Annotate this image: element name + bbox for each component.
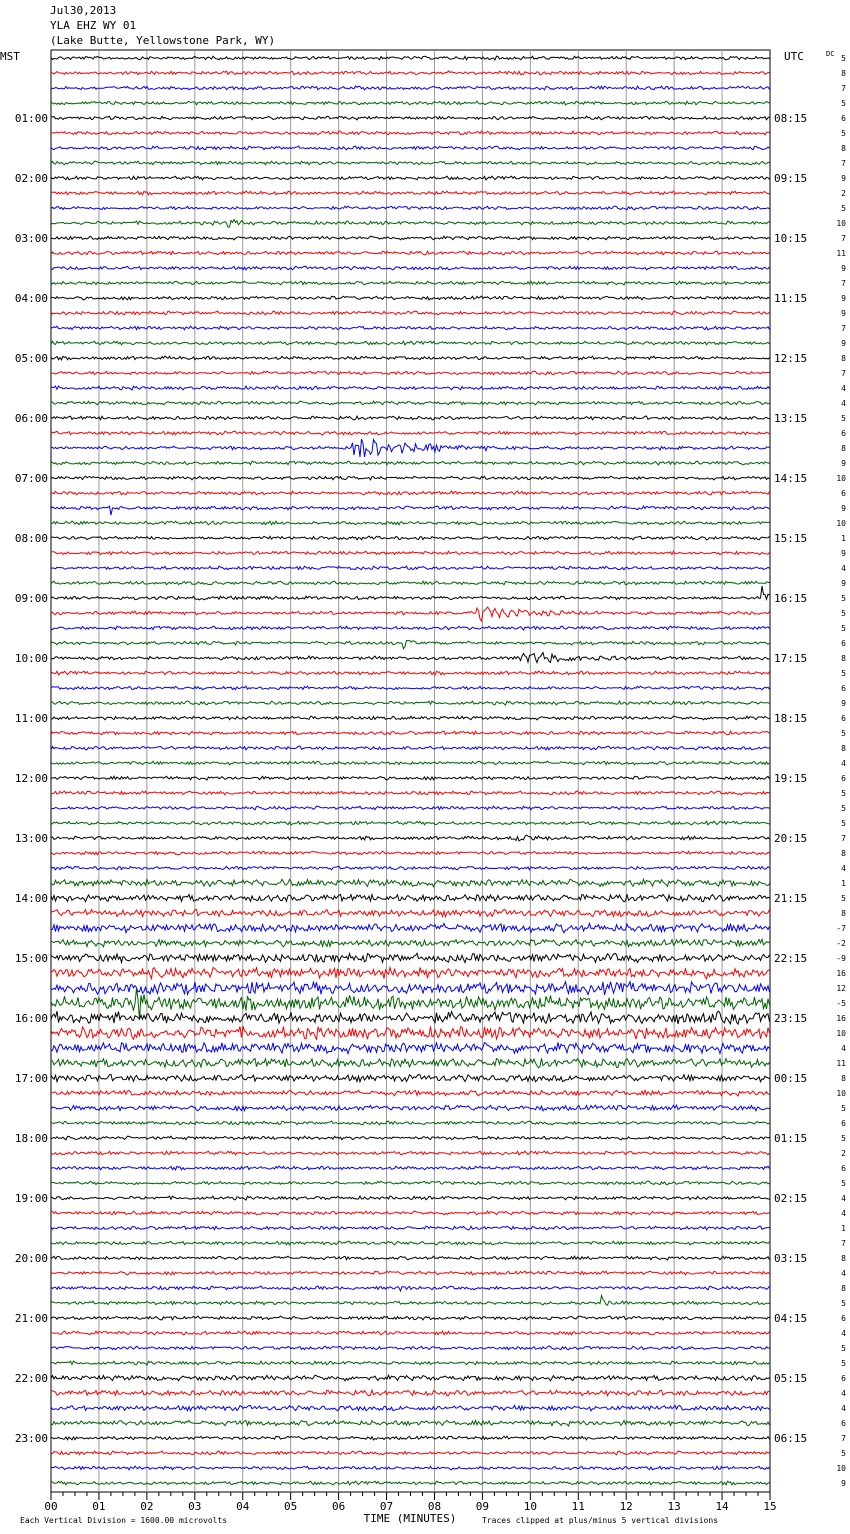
dc-offset-label: 5 [841, 414, 846, 423]
mst-hour-label: 21:00 [14, 1312, 48, 1325]
trace-row [51, 716, 770, 720]
mst-hour-label: 03:00 [14, 232, 48, 245]
trace-row [51, 626, 770, 630]
mst-hour-label: 15:00 [14, 952, 48, 965]
x-tick-label: 01 [92, 1500, 106, 1513]
dc-offset-label: 7 [841, 234, 846, 243]
dc-offset-label: 7 [841, 324, 846, 333]
trace-row [51, 1105, 770, 1111]
dc-offset-label: 9 [841, 504, 846, 513]
trace-row [51, 491, 770, 495]
dc-offset-label: 1 [841, 879, 846, 888]
mst-hour-label: 05:00 [14, 352, 48, 365]
trace-row [51, 146, 770, 150]
dc-offset-label: 9 [841, 459, 846, 468]
trace-row [51, 1316, 770, 1320]
dc-offset-label: 9 [841, 174, 846, 183]
x-tick-label: 04 [236, 1500, 250, 1513]
mst-hour-label: 10:00 [14, 652, 48, 665]
dc-axis-label: DC [826, 50, 835, 58]
trace-row [51, 476, 770, 480]
x-tick-label: 09 [475, 1500, 490, 1513]
utc-axis-label: UTC [784, 50, 804, 63]
dc-offset-label: 10 [836, 474, 846, 483]
trace-row [51, 1026, 770, 1040]
x-tick-label: 12 [619, 1500, 633, 1513]
x-tick-label: 10 [523, 1500, 537, 1513]
dc-offset-label: 10 [836, 519, 846, 528]
trace-row [51, 776, 770, 780]
dc-offset-label: 5 [841, 669, 846, 678]
dc-offset-label: 8 [841, 909, 846, 918]
trace-row [51, 1241, 770, 1245]
dc-offset-label: 6 [841, 639, 846, 648]
dc-offset-label: 4 [841, 1269, 846, 1278]
dc-offset-label: 9 [841, 294, 846, 303]
dc-offset-label: 5 [841, 129, 846, 138]
mst-hour-label: 13:00 [14, 832, 48, 845]
dc-offset-label: 7 [841, 1434, 846, 1443]
trace-row [51, 686, 770, 690]
trace-row [51, 910, 770, 917]
dc-offset-label: 5 [841, 204, 846, 213]
trace-row [51, 566, 770, 570]
trace-row [51, 161, 770, 165]
trace-row [51, 746, 770, 750]
dc-offset-label: 9 [841, 309, 846, 318]
dc-offset-label: 5 [841, 729, 846, 738]
trace-row [51, 791, 770, 795]
trace-row [51, 1136, 770, 1140]
trace-row [51, 581, 770, 585]
mst-hour-label: 12:00 [14, 772, 48, 785]
dc-offset-label: 7 [841, 159, 846, 168]
trace-row [51, 506, 770, 515]
mst-hour-label: 08:00 [14, 532, 48, 545]
utc-hour-label: 00:15 [774, 1072, 808, 1085]
trace-row [51, 1466, 770, 1470]
dc-offset-label: 9 [841, 1479, 846, 1488]
trace-row [51, 311, 770, 315]
utc-hour-label: 08:15 [774, 112, 808, 125]
dc-offset-label: 5 [841, 789, 846, 798]
dc-offset-label: 8 [841, 1284, 846, 1293]
trace-row [51, 1211, 770, 1215]
dc-offset-label: 6 [841, 429, 846, 438]
trace-row [51, 176, 770, 180]
dc-offset-label: 8 [841, 444, 846, 453]
trace-row [51, 236, 770, 240]
trace-row [51, 1090, 770, 1096]
station-location: (Lake Butte, Yellowstone Park, WY) [50, 34, 276, 47]
dc-offset-label: 16 [836, 1014, 846, 1023]
trace-row [51, 101, 770, 105]
dc-offset-label: 10 [836, 219, 846, 228]
trace-row [51, 1011, 770, 1024]
utc-hour-label: 12:15 [774, 352, 808, 365]
dc-offset-label: 5 [841, 1104, 846, 1113]
trace-row [51, 1451, 770, 1455]
dc-offset-label: 9 [841, 339, 846, 348]
utc-hour-label: 13:15 [774, 412, 808, 425]
trace-row [51, 71, 770, 75]
dc-offset-label: 6 [841, 1419, 846, 1428]
utc-hour-label: 20:15 [774, 832, 808, 845]
dc-offset-label: 4 [841, 1404, 846, 1413]
dc-offset-label: 5 [841, 1134, 846, 1143]
trace-row [51, 835, 770, 841]
mst-hour-label: 19:00 [14, 1192, 48, 1205]
utc-hour-label: 09:15 [774, 172, 808, 185]
trace-row [51, 968, 770, 979]
utc-hour-label: 03:15 [774, 1252, 808, 1265]
trace-row [51, 1286, 770, 1291]
dc-offset-label: 6 [841, 684, 846, 693]
trace-row [51, 1346, 770, 1350]
utc-hour-label: 02:15 [774, 1192, 808, 1205]
trace-row [51, 220, 770, 228]
mst-hour-label: 17:00 [14, 1072, 48, 1085]
mst-hour-label: 11:00 [14, 712, 48, 725]
trace-row [51, 851, 770, 855]
dc-offset-label: 6 [841, 489, 846, 498]
trace-row [51, 1151, 770, 1155]
trace-row [51, 731, 770, 735]
trace-row [51, 1436, 770, 1440]
x-tick-label: 02 [140, 1500, 154, 1513]
dc-offset-label: 9 [841, 264, 846, 273]
trace-row [51, 296, 770, 300]
dc-offset-label: 8 [841, 144, 846, 153]
trace-row [51, 326, 770, 330]
trace-row [51, 1196, 770, 1200]
dc-offset-label: 5 [841, 624, 846, 633]
dc-offset-label: 6 [841, 1164, 846, 1173]
dc-offset-label: 4 [841, 1044, 846, 1053]
dc-offset-label: 5 [841, 1179, 846, 1188]
dc-offset-label: 11 [836, 249, 846, 258]
trace-row [51, 1405, 770, 1410]
mst-hour-label: 22:00 [14, 1372, 48, 1385]
dc-offset-label: 4 [841, 1329, 846, 1338]
dc-offset-label: 6 [841, 1119, 846, 1128]
trace-row [51, 586, 770, 600]
utc-hour-label: 15:15 [774, 532, 808, 545]
dc-offset-label: 8 [841, 654, 846, 663]
dc-offset-label: 5 [841, 1449, 846, 1458]
dc-offset-label: 9 [841, 699, 846, 708]
trace-row [51, 866, 770, 870]
trace-row [51, 1331, 770, 1335]
trace-row [51, 1075, 770, 1082]
trace-row [51, 989, 770, 1020]
dc-offset-label: 6 [841, 714, 846, 723]
trace-row [51, 879, 770, 886]
utc-hour-label: 21:15 [774, 892, 808, 905]
trace-row [51, 131, 770, 135]
x-tick-label: 14 [715, 1500, 729, 1513]
dc-offset-label: 4 [841, 759, 846, 768]
dc-offset-label: 2 [841, 189, 846, 198]
trace-row [51, 341, 770, 345]
x-tick-label: 11 [571, 1500, 585, 1513]
utc-hour-label: 18:15 [774, 712, 808, 725]
trace-row [51, 1121, 770, 1125]
trace-row [51, 371, 770, 375]
dc-offset-label: 12 [836, 984, 846, 993]
utc-hour-label: 14:15 [774, 472, 808, 485]
clipping-note: Traces clipped at plus/minus 5 vertical divisions [482, 1516, 719, 1525]
dc-offset-label: 5 [841, 609, 846, 618]
trace-row [51, 356, 770, 360]
x-tick-label: 03 [188, 1500, 202, 1513]
trace-row [51, 266, 770, 270]
mst-hour-label: 06:00 [14, 412, 48, 425]
trace-row [51, 1375, 770, 1381]
dc-offset-label: 4 [841, 864, 846, 873]
mst-hour-label: 09:00 [14, 592, 48, 605]
trace-row [51, 607, 770, 621]
utc-hour-label: 16:15 [774, 592, 808, 605]
x-tick-label: 13 [667, 1500, 681, 1513]
trace-row [51, 806, 770, 810]
trace-row [51, 761, 770, 765]
x-tick-label: 08 [427, 1500, 442, 1513]
trace-row [51, 640, 770, 648]
trace-row [51, 536, 770, 540]
trace-row [51, 939, 770, 947]
dc-offset-label: 6 [841, 114, 846, 123]
trace-row [51, 1058, 770, 1067]
utc-hour-label: 23:15 [774, 1012, 808, 1025]
dc-offset-label: 1 [841, 1224, 846, 1233]
trace-row [51, 1271, 770, 1275]
dc-offset-label: 8 [841, 69, 846, 78]
dc-offset-label: 7 [841, 279, 846, 288]
dc-offset-label: 4 [841, 1209, 846, 1218]
trace-row [51, 671, 770, 675]
dc-offset-label: -2 [836, 939, 846, 948]
dc-offset-label: 7 [841, 369, 846, 378]
mst-hour-label: 04:00 [14, 292, 48, 305]
trace-row [51, 416, 770, 420]
trace-row [51, 923, 770, 932]
dc-offset-label: 4 [841, 1389, 846, 1398]
dc-offset-label: 5 [841, 594, 846, 603]
dc-offset-label: 9 [841, 579, 846, 588]
dc-offset-label: 8 [841, 354, 846, 363]
dc-offset-label: 5 [841, 894, 846, 903]
mst-hour-label: 01:00 [14, 112, 48, 125]
x-tick-label: 00 [44, 1500, 58, 1513]
utc-hour-label: 04:15 [774, 1312, 808, 1325]
trace-row [51, 1390, 770, 1396]
trace-row [51, 1296, 770, 1306]
trace-row [51, 439, 770, 457]
mst-hour-label: 18:00 [14, 1132, 48, 1145]
dc-offset-label: 7 [841, 84, 846, 93]
mst-hour-label: 14:00 [14, 892, 48, 905]
mst-hour-label: 07:00 [14, 472, 48, 485]
utc-hour-label: 11:15 [774, 292, 808, 305]
trace-row [51, 281, 770, 285]
plot-date: Jul30,2013 [50, 4, 117, 17]
utc-hour-label: 10:15 [774, 232, 808, 245]
x-tick-label: 07 [379, 1500, 394, 1513]
dc-offset-label: 16 [836, 969, 846, 978]
trace-row [51, 653, 770, 663]
dc-offset-label: 6 [841, 1374, 846, 1383]
trace-row [51, 206, 770, 210]
dc-offset-label: -5 [836, 999, 846, 1008]
dc-offset-label: 8 [841, 849, 846, 858]
x-tick-label: 05 [284, 1500, 298, 1513]
trace-row [51, 461, 770, 465]
utc-hour-label: 22:15 [774, 952, 808, 965]
dc-offset-label: 4 [841, 384, 846, 393]
dc-offset-label: 10 [836, 1089, 846, 1098]
utc-hour-label: 17:15 [774, 652, 808, 665]
mst-axis-label: MST [0, 50, 20, 63]
x-axis-label: TIME (MINUTES) [363, 1512, 457, 1525]
trace-row [51, 1042, 770, 1053]
dc-offset-label: 7 [841, 1239, 846, 1248]
utc-hour-label: 01:15 [774, 1132, 808, 1145]
dc-offset-label: 6 [841, 1314, 846, 1323]
dc-offset-label: 5 [841, 54, 846, 63]
dc-offset-label: 8 [841, 1254, 846, 1263]
dc-offset-label: 5 [841, 1344, 846, 1353]
trace-row [51, 701, 770, 705]
trace-row [51, 401, 770, 405]
mst-hour-label: 02:00 [14, 172, 48, 185]
x-tick-label: 15 [763, 1500, 777, 1513]
dc-offset-label: 5 [841, 1359, 846, 1368]
plot-frame [51, 50, 770, 1492]
trace-row [51, 191, 770, 195]
dc-offset-label: 1 [841, 534, 846, 543]
trace-row [51, 386, 770, 390]
dc-offset-label: 4 [841, 399, 846, 408]
trace-row [51, 1226, 770, 1230]
trace-row [51, 1256, 770, 1260]
trace-row [51, 251, 770, 255]
trace-row [51, 894, 770, 902]
dc-offset-label: -7 [836, 924, 846, 933]
utc-hour-label: 19:15 [774, 772, 808, 785]
trace-row [51, 1420, 770, 1426]
dc-offset-label: 10 [836, 1029, 846, 1038]
utc-hour-label: 05:15 [774, 1372, 808, 1385]
trace-row [51, 982, 770, 995]
dc-offset-label: 4 [841, 564, 846, 573]
utc-hour-label: 06:15 [774, 1432, 808, 1445]
trace-row [51, 431, 770, 435]
trace-row [51, 1481, 770, 1485]
trace-row [51, 953, 770, 962]
dc-offset-label: 5 [841, 99, 846, 108]
mst-hour-label: 16:00 [14, 1012, 48, 1025]
mst-hour-label: 23:00 [14, 1432, 48, 1445]
trace-row [51, 1166, 770, 1170]
dc-offset-label: 7 [841, 834, 846, 843]
dc-offset-label: 8 [841, 1074, 846, 1083]
trace-row [51, 116, 770, 120]
trace-row [51, 821, 770, 825]
dc-offset-label: 6 [841, 774, 846, 783]
trace-row [51, 1181, 770, 1185]
dc-offset-label: 11 [836, 1059, 846, 1068]
vertical-scale-note: Each Vertical Division = 1600.00 microvolts [20, 1516, 228, 1525]
trace-row [51, 521, 770, 525]
dc-offset-label: 2 [841, 1149, 846, 1158]
trace-row [51, 1361, 770, 1365]
trace-row [51, 86, 770, 90]
dc-offset-label: 4 [841, 1194, 846, 1203]
trace-row [51, 551, 770, 555]
dc-offset-label: 9 [841, 549, 846, 558]
mst-hour-label: 20:00 [14, 1252, 48, 1265]
dc-offset-label: 10 [836, 1464, 846, 1473]
station-name: YLA EHZ WY 01 [50, 19, 137, 32]
dc-offset-label: 5 [841, 804, 846, 813]
dc-offset-label: -9 [836, 954, 846, 963]
dc-offset-label: 8 [841, 744, 846, 753]
dc-offset-label: 5 [841, 1299, 846, 1308]
x-tick-label: 06 [331, 1500, 346, 1513]
trace-row [51, 56, 770, 60]
dc-offset-label: 5 [841, 819, 846, 828]
